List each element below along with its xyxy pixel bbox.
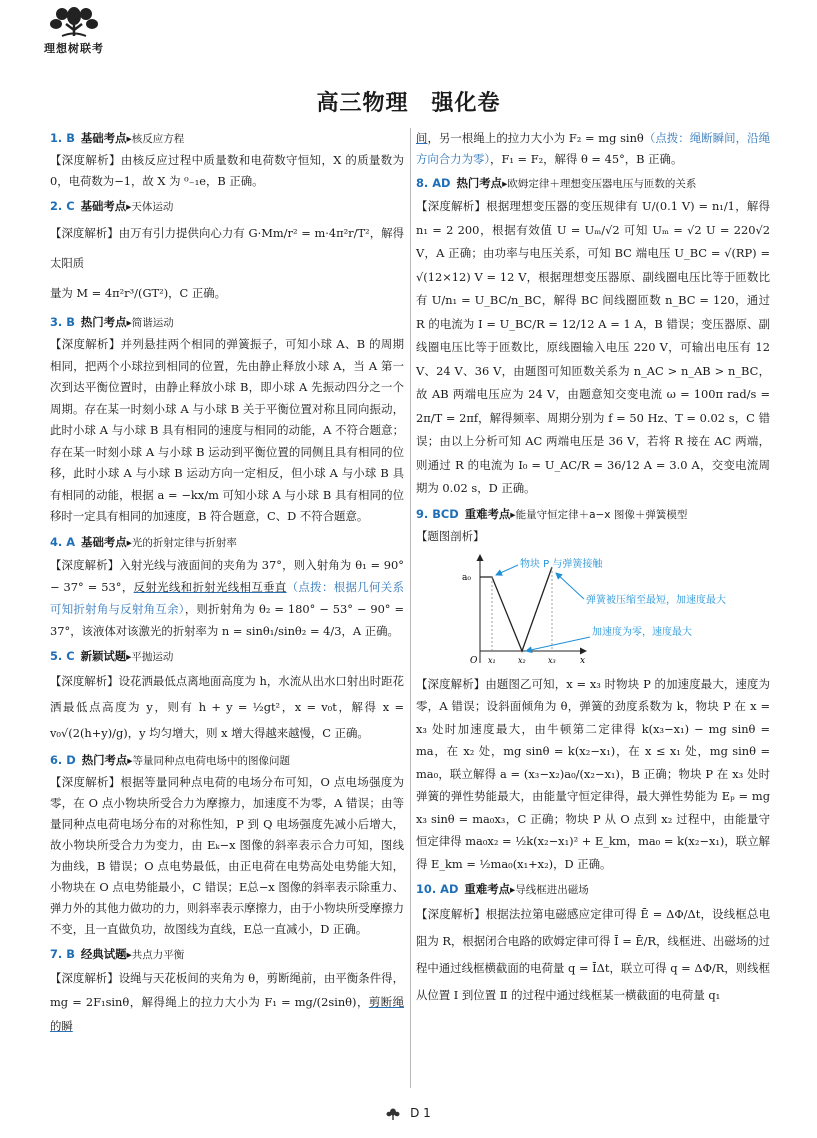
left-column	[50, 128, 404, 1038]
answer-number: 2. C	[50, 199, 75, 213]
answer-heading-6	[50, 750, 404, 772]
page-footer	[0, 1106, 817, 1120]
answer-heading-1	[50, 128, 404, 150]
answer-category: 重难考点	[464, 882, 510, 896]
answer-heading-10	[416, 879, 770, 901]
answer-text-7-continued	[416, 128, 770, 170]
answer-category: 热门考点	[456, 176, 503, 190]
underlined-key-point: 间	[416, 131, 428, 145]
annotation-contact: 物块 P 与弹簧接触	[520, 558, 603, 570]
annotation-arrow	[556, 573, 584, 599]
answer-number: 9. BCD	[416, 506, 459, 521]
answer-text-4b: ，则折射角为 θ₂ = 180° − 53° − 90° = 37°，该液体对该激光的折射率为 n = sinθ₁/sinθ₂ = 4/3，A 正确。	[50, 601, 404, 638]
answer-number: 8. AD	[416, 176, 451, 190]
answer-topic: ▸导线框进出磁场	[510, 884, 589, 896]
answer-heading-3	[50, 312, 404, 334]
a-x-graph	[456, 551, 766, 669]
a-x-curve	[480, 567, 552, 651]
x-axis-label: x	[580, 655, 586, 666]
answer-text-10: 【深度解析】根据法拉第电磁感应定律可得 Ē = ΔΦ/Δt，设线框总电阻为 R，根据闭合电路的欧姆定律可得 Ī = Ē/R，线框进、出磁场的过程中通过线框横截面的电荷量 q = ĪΔt，联立可得 q = ΔΦ/R，则线框从位置 Ⅰ 到位置 Ⅱ 的过程中通过线框某一横截面的电荷量 q₁	[416, 907, 770, 1002]
y-tick-label: a₀	[462, 572, 471, 583]
answer-heading-2	[50, 196, 404, 218]
answer-text-7a: 【深度解析】设绳与天花板间的夹角为 θ，剪断绳前，由平衡条件得，mg = 2F₁sinθ，解得绳上的拉力大小为 F₁ = mg/(2sinθ)，	[50, 970, 404, 1009]
answer-text-9: 【深度解析】由题图乙可知，x = x₃ 时物块 P 的加速度最大，速度为零，A 错误；设斜面倾角为 θ，弹簧的劲度系数为 k，物块 P 在 x = x₃ 处时加速度最大，由牛顿第二定律得 k(x₃−x₁) − mg sinθ = ma，在 x₂ 处，mg sinθ = k(x₂−x₁)，在 x ≤ x₁ 处，mg sinθ = ma₀，联立解得 a = (x₃−x₂)a₀/(x₂−x₁)，B 正确；物块 P 在 x₃ 处时弹簧的弹性势能最大，由能量守恒定律得，最大弹性势能为 Eₚ = mg x₃ sinθ = ma₀x₃，C 正确；物块 P 从 O 点到 x₂ 过程中，由能量守恒定律得 ma₀x₂ = ½k(x₂−x₁)² + E_km，ma₀ = k(x₂−x₁)，联立解得 E_km = ½ma₀(x₁+x₂)，D 正确。	[416, 676, 770, 871]
answer-topic: ▸光的折射定律与折射率	[126, 536, 237, 549]
answer-heading-4	[50, 532, 404, 554]
answer-topic: ▸能量守恒定律＋a−x 图像＋弹簧模型	[510, 508, 688, 521]
answer-heading-7	[50, 944, 404, 966]
answer-category: 基础考点	[80, 131, 127, 145]
underlined-key-point: 反射光线和折射光线相互垂直	[133, 579, 287, 594]
answer-text-7	[50, 966, 404, 1038]
answer-text-3: 【深度解析】并列悬挂两个相同的弹簧振子，可知小球 A、B 的周期相同，把两个小球拉到相同的位置，先由静止释放小球 A，当 A 第一次到达平衡位置时，由静止释放小球 B，即小球 A 先振动四分之一个周期。存在某一时刻小球 A 与小球 B 关于平衡位置对称且同向振动，此时小球 A 与小球 B 具有相同的速度与相同的动能，A 不符合题意；存在某一时刻小球 A 与小球 B 运动到平衡位置的同侧且具有相同的位移，此时小球 A 与小球 B 运动方向一定相反，但小球 A 与小球 B 具有相同的动能，根据 a = −kx/m 可知小球 A 与小球 B 具有相同的位移时一定具有相同的加速度，B 符合题意，C、D 不符合题意。	[50, 337, 404, 523]
x-tick-x2: x₂	[518, 655, 526, 665]
answer-topic: ▸简谐运动	[126, 317, 174, 329]
answer-topic: ▸平抛运动	[126, 650, 174, 663]
column-divider	[410, 128, 411, 1088]
answer-number: 4. A	[50, 534, 76, 549]
answer-text-1: 【深度解析】由核反应过程中质量数和电荷数守恒知，X 的质量数为 0，电荷数为−1，故 X 为 ⁰₋₁e，B 正确。	[50, 153, 404, 188]
answer-text-2a: 【深度解析】由万有引力提供向心力有 G·Mm/r² = m·4π²r/T²，解得太阳质	[50, 226, 404, 270]
right-column	[416, 128, 770, 1009]
a-x-graph-svg	[456, 551, 766, 669]
answer-topic: ▸等量同种点电荷电场中的图像问题	[127, 754, 291, 767]
underlined-key-point: 剪断绳的瞬	[50, 994, 404, 1033]
answer-heading-5	[50, 646, 404, 668]
annotation-max-speed: 加速度为零，速度最大	[592, 626, 692, 638]
answer-category: 基础考点	[81, 534, 127, 549]
logo-text: 理想树联考	[44, 42, 104, 55]
answer-text-6: 【深度解析】根据等量同种点电荷的电场分布可知，O 点电场强度为零，在 O 点小物块所受合力为摩擦力，加速度不为零，A 错误；由等量同种点电荷电场分布的对称性知，P 到 Q 电场强度先减小后增大，故小物块所受合力为变力，由 Eₖ−x 图像的斜率表示合力可知，图线为曲线，B 错误；O 点电势最低，由正电荷在电势高处电势能大知，小物块在 O 点电势能最小，C 错误；E总−x 图像的斜率表示除重力、弹力外的其他力做功的力，则斜率表示摩擦力，由于小物块所受摩擦力不变，且一直做负功，故图线为直线，E总一直减小，D 正确。	[50, 774, 404, 936]
x-tick-x1: x₁	[488, 655, 496, 665]
answer-text-4a: 【深度解析】入射光线与液面间的夹角为 37°，则入射角为 θ₁ = 90° − 37° = 53°，	[50, 557, 404, 594]
answer-number: 6. D	[50, 752, 76, 767]
answer-category: 基础考点	[80, 199, 127, 213]
answer-category: 热门考点	[81, 752, 128, 767]
answer-number: 1. B	[50, 131, 75, 145]
answer-number: 7. B	[50, 946, 75, 961]
page-title: 高三物理 强化卷	[316, 91, 501, 116]
answer-text-8: 【深度解析】根据理想变压器的变压规律有 U/(0.1 V) = n₁/1，解得 n₁ = 2 200，根据有效值 U = Uₘ/√2 可知 Uₘ = √2 U = 220√2 V，A 正确；由功率与电压关系，可知 BC 端电压 U_BC = √(RP) = √(12×12) V = 12 V，根据理想变压器原、副线圈电压比等于匝数比有 U/n₁ = U_BC/n_BC，解得 BC 间线圈匝数 n_BC = 120，通过 R 的电流为 I = U_BC/R = 12/12 A = 1 A，B 错误；变压器原、副线圈电压比等于匝数比，原线圈输入电压 220 V，可输出电压有 12 V、24 V、36 V，由题图可知匝数关系为 n_AC > n_AB > n_BC，故 AB 两端电压应为 24 V，由题意知交变电流 ω = 100π rad/s = 2π/T = 2πf，解得频率、周期分别为 f = 50 Hz、T = 0.02 s，C 错误；由以上分析可知 AC 两端电压是 36 V，若将 R 接在 AC 两端，则通过 R 的电流为 I₀ = U_AC/R = 36/12 A = 3.0 A，交变电流周期为 0.02 s，D 正确。	[416, 199, 770, 495]
answer-text-7d: ，F₁ = F₂，解得 θ = 45°，B 正确。	[490, 152, 683, 166]
tree-logo-icon	[48, 4, 100, 38]
x-tick-origin: O	[470, 655, 478, 666]
answer-number: 10. AD	[416, 882, 459, 896]
annotation-arrow	[496, 565, 518, 575]
answer-heading-9	[416, 504, 770, 526]
tree-footer-icon	[386, 1108, 400, 1120]
x-tick-x3: x₃	[548, 655, 556, 665]
answer-category: 经典试题	[80, 946, 127, 961]
annotation-arrow	[526, 637, 590, 651]
answer-topic: ▸欧姆定律＋理想变压器电压与匝数的关系	[502, 178, 697, 190]
answer-text-5: 【深度解析】设花洒最低点离地面高度为 h，水流从出水口射出时距花洒最低点高度为 y，则有 h + y = ½gt²，x = v₀t，解得 x = v₀√(2(h+y)/g)，y 均匀增大，则 x 增大得越来越慢，C 正确。	[50, 673, 404, 740]
page-number: D 1	[410, 1106, 431, 1120]
figure-analysis-label: 【题图剖析】	[416, 528, 485, 543]
answer-topic: ▸天体运动	[126, 201, 174, 213]
answer-text-2b: 量为 M = 4π²r³/(GT²)，C 正确。	[50, 286, 227, 300]
answer-category: 热门考点	[80, 315, 127, 329]
answer-number: 3. B	[50, 315, 75, 329]
answer-category: 重难考点	[464, 506, 511, 521]
answer-number: 5. C	[50, 648, 75, 663]
annotation-compressed: 弹簧被压缩至最短，加速度最大	[586, 594, 726, 606]
answer-heading-8	[416, 173, 770, 195]
answer-topic: ▸核反应方程	[126, 133, 185, 145]
answer-topic: ▸共点力平衡	[126, 948, 185, 961]
hint-note: （点拨：绳断瞬间，沿绳方向合力为零）	[416, 131, 770, 166]
answer-text-4	[50, 554, 404, 642]
hint-note: （点拨：根据几何关系可知折射角与反射角互余）	[50, 579, 404, 616]
logo	[26, 4, 122, 60]
answer-category: 新颖试题	[80, 648, 127, 663]
answer-text-7c: ，另一根绳上的拉力大小为 F₂ = mg sinθ	[427, 131, 644, 145]
